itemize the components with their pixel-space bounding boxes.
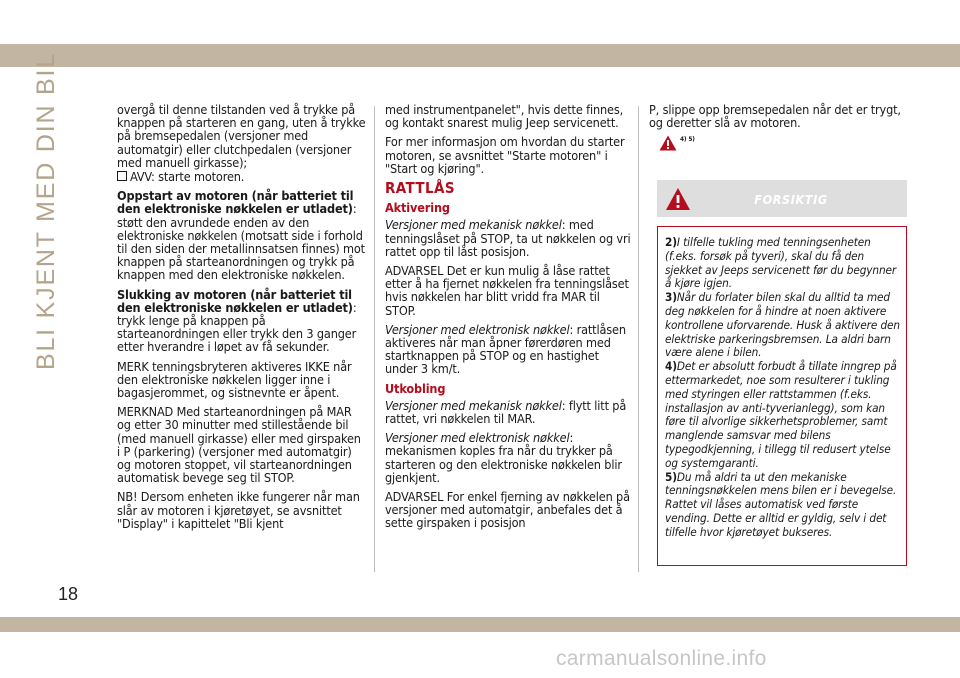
column-3 xyxy=(649,103,911,151)
warning-triangle-icon xyxy=(659,135,677,151)
note-number: 3) xyxy=(665,290,677,305)
stop-battery-text: : trykk lenge på knappen på starteanordningen eller trykk den 3 ganger etter hverandre i løpet av få sekunder. xyxy=(117,299,357,355)
electronic-key-label: Versjoner med elektronisk nøkkel xyxy=(385,430,570,446)
mechanical-key-label: Versjoner med mekanisk nøkkel xyxy=(385,397,562,413)
aktivering-warning: ADVARSEL Det er kun mulig å låse rattet etter å ha fjernet nøkkelen fra tenningslåset hvis nøkkelen har blitt vridd fra MAR til STOP. xyxy=(385,263,629,318)
note-text: Det er absolutt forbudt å tillate inngrep på ettermarkedet, noe som resulterer i tukling med styringen eller rattstammen (f.eks. installasjon av anti-tyverianlegg), som kan føre til alvorlige sikkerhetsproblemer, samt manglende samsvar med bilens typegodkjenning, i tillegg til redusert ytelse og systemgaranti. xyxy=(665,359,897,470)
caution-title: FORSIKTIG xyxy=(754,192,828,207)
note-number: 4) xyxy=(665,359,677,374)
utkobling-mechanical xyxy=(385,399,633,425)
header-band xyxy=(0,44,960,67)
note-text: Når du forlater bilen skal du alltid ta med deg nøkkelen for å hindre at noen aktivere kontrollene uforvarende. Husk å aktivere den elektriske parkeringsbremsen. La aldri barn være alene i bilen. xyxy=(665,290,900,360)
subheading-aktivering: Aktivering xyxy=(385,200,450,216)
section-title-rattlas: RATTLÅS xyxy=(385,179,455,198)
start-battery-text: : støtt den avrundede enden av den elektroniske nøkkelen (motsatt side i forhold til den siden der metallinnsatsen finnes) mot knappen på starteanordningen og trykk på knappen med den elektroniske nøkkelen. xyxy=(117,201,365,283)
chapter-title: BLI KJENT MED DIN BIL xyxy=(32,52,60,370)
caution-note xyxy=(665,471,901,540)
caution-note xyxy=(665,291,901,360)
electronic-key-text: : mekanismen koples fra når du trykker på starteren og den elektroniske nøkkelen blir gjenkjent. xyxy=(385,430,622,485)
start-battery-heading: Oppstart av motoren (når batteriet til den elektroniske nøkkelen er utladet) xyxy=(117,188,354,217)
note-text: I tilfelle tukling med tenningsenheten (f.eks. forsøk på tyveri), skal du få den sjekket av Jeeps servicenett før du begynner å kjøre igjen. xyxy=(665,235,897,291)
column-1 xyxy=(117,103,367,536)
column-2 xyxy=(385,103,633,536)
caution-header xyxy=(657,180,907,217)
checkbox-square-icon xyxy=(117,171,127,181)
caution-note xyxy=(665,236,901,291)
mechanical-key-text: : med tenningslåset på STOP, ta ut nøkkelen og vri rattet opp til låst posisjon. xyxy=(385,217,631,259)
merknad-note: MERKNAD Med starteanordningen på MAR og etter 30 minutter med stillestående bil (med manuell girkasse) eller med girspaken i P (parkering) (versjoner med automatgir) og motoren stoppet, vil starteanordningen automatisk bevege seg til STOP. xyxy=(117,404,361,486)
subheading-utkobling: Utkobling xyxy=(385,380,446,396)
column-divider xyxy=(638,106,639,572)
warning-refs: 4) 5) xyxy=(680,135,695,144)
electronic-key-text: : rattlåsen aktiveres når man åpner førerdøren med startknappen på STOP og en hastighet under 3 km/t. xyxy=(385,321,626,377)
note-number: 5) xyxy=(665,469,677,484)
stop-battery-heading: Slukking av motoren (når batteriet til den elektroniske nøkkelen er utladet) xyxy=(117,286,353,315)
footer-band xyxy=(0,617,960,632)
caution-content xyxy=(657,226,907,566)
mechanical-key-label: Versjoner med mekanisk nøkkel xyxy=(385,217,562,233)
caution-note xyxy=(665,360,901,470)
utkobling-electronic xyxy=(385,431,633,484)
bullet-text: AVV: starte motoren. xyxy=(130,169,245,185)
utkobling-warning: ADVARSEL For enkel fjerning av nøkkelen på versjoner med automatgir, anbefales det å sette girspaken i posisjon xyxy=(385,489,630,531)
warning-reference xyxy=(659,131,911,151)
electronic-key-label: Versjoner med elektronisk nøkkel xyxy=(385,321,570,337)
paragraph-stop-battery xyxy=(117,288,367,354)
note-text: Du må aldri ta ut den mekaniske tenningsnøkkelen mens bilen er i bevegelse. Rattet vil låses automatisk ved første vending. Dette er alltid er gyldig, selv i det tilfelle hvor kjøretøyet bukseres. xyxy=(665,469,897,539)
note-number: 2) xyxy=(665,235,677,249)
more-info-text: For mer informasjon om hvordan du starter motoren, se avsnittet "Starte motoren" i "Start og kjøring". xyxy=(385,134,625,176)
page-number: 18 xyxy=(58,584,79,604)
intro-text: overgå til denne tilstanden ved å trykke på knappen på starteren en gang, uten å trykke på bremsepedalen (versjoner med automatgir) eller clutchpedalen (versjoner med manuell girkasse); xyxy=(117,102,366,170)
aktivering-electronic xyxy=(385,323,633,376)
paragraph-start-battery xyxy=(117,189,367,281)
nb-note: NB! Dersom enheten ikke fungerer når man slår av motoren i kjøretøyet, se avsnittet "Display" i kapittelet "Bli kjent xyxy=(117,489,360,531)
mechanical-key-text: : flytt litt på rattet, vri nøkkelen til MAR. xyxy=(385,397,627,427)
brake-pedal-text: P, slippe opp bremsepedalen når det er trygt, og deretter slå av motoren. xyxy=(649,102,901,131)
bullet-item xyxy=(117,170,367,183)
aktivering-mechanical xyxy=(385,218,633,258)
instrument-panel-text: med instrumentpanelet", hvis dette finnes, og kontakt snarest mulig Jeep servicenett. xyxy=(385,102,624,131)
column-divider xyxy=(374,106,375,572)
watermark: carmanualsonline.info xyxy=(556,647,767,670)
merk-note: MERK tenningsbryteren aktiveres IKKE når den elektroniske nøkkelen ligger inne i bagasjerommet, og sistnevnte er åpent. xyxy=(117,358,352,401)
